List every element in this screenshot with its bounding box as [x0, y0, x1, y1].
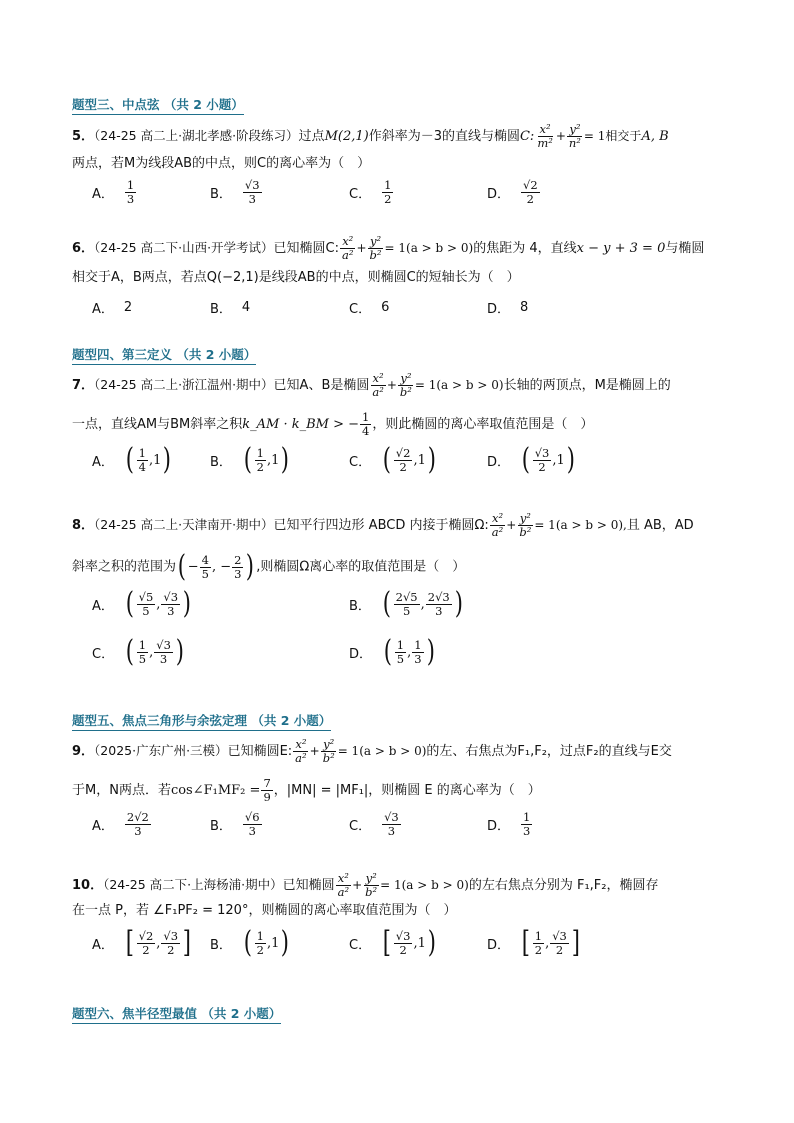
option-d[interactable]: D． 8	[487, 299, 529, 317]
section-heading: 题型六、焦半径型最值 （共 2 小题）	[72, 1004, 281, 1024]
question-text: 已知平行四边形 ABCD 内接于椭圆Ω:	[273, 518, 489, 533]
fraction: $\frac{\text{x²}}{\text{a²}}$	[337, 871, 350, 899]
option-d[interactable]: D． [ $\frac{1}{2}$ , $\frac{√3}{2}$ ]	[487, 925, 580, 960]
question-9-line-2: 于M，N两点．若cos∠F₁MF₂ = $\frac{7}{9}$ ，|MN| = |MF₁|，则椭圆 E 的离心率为（ ）	[72, 776, 541, 804]
question-6-line-1: 6．（24-25 高二下·山西·开学考试）已知椭圆C: $\frac{\text{x²}}{\text{a²}}$ + $\frac{\text{y²}}{\text{b²}}$ = 1(a > b > 0)的焦距为 4，直线x − y + 3 = 0与椭圆	[72, 234, 705, 262]
question-5-line-2: 两点，若M为线段AB的中点，则C的离心率为（ ）	[72, 156, 371, 171]
option-a[interactable]: A． ( $\frac{√5}{5}$ , $\frac{√3}{3}$ )	[92, 586, 192, 621]
question-text: 于M，N两点．若	[72, 783, 171, 798]
question-text: 已知椭圆C:	[273, 241, 340, 256]
fraction: $\frac{\text{x²}}{\text{a²}}$	[342, 234, 354, 262]
question-text: ,则椭圆Ω离心率的取值范围是（ ）	[256, 559, 466, 575]
question-text: 已知椭圆E:	[227, 744, 293, 759]
fraction: $\frac{1}{4}$	[362, 410, 370, 438]
option-b[interactable]: B． $\frac{√3}{3}$	[210, 177, 260, 206]
question-10-line-1: 10．（24-25 高二下·上海杨浦·期中）已知椭圆 $\frac{\text{x²}}{\text{a²}}$ + $\frac{\text{y²}}{\text{b²}}$ = 1(a > b > 0)的左右焦点分别为 F₁,F₂，椭圆存	[72, 871, 659, 899]
question-6-line-2: 相交于A，B两点，若点Q(−2,1)是线段AB的中点，则椭圆C的短轴长为（ ）	[72, 270, 520, 285]
math-condition: = 1(a > b > 0),	[534, 518, 627, 532]
section-heading: 题型三、中点弦 （共 2 小题）	[72, 95, 244, 115]
question-number: 9．	[72, 744, 95, 759]
option-a[interactable]: A． 2	[92, 299, 133, 317]
option-d[interactable]: D． $\frac{√2}{2}$	[487, 177, 538, 206]
option-d[interactable]: D． ( $\frac{√3}{2}$ , 1 )	[487, 442, 575, 477]
fraction: $\frac{\text{y²}}{\text{b²}}$	[365, 871, 378, 899]
option-c[interactable]: C． [ $\frac{√3}{2}$ , 1 )	[349, 925, 436, 960]
option-b[interactable]: B． ( $\frac{2√5}{5}$ , $\frac{2√3}{3}$ )	[349, 586, 463, 621]
math-slope-product: k_AM · k_BM > −	[242, 417, 360, 432]
fraction: $\frac{\text{y²}}{\text{n²}}$	[568, 122, 581, 150]
fraction: $\frac{\text{x²}}{\text{m²}}$	[537, 122, 553, 150]
question-text: 已知A、B是椭圆	[273, 378, 370, 393]
fraction: $\frac{\text{y²}}{\text{b²}}$	[369, 234, 382, 262]
option-c[interactable]: C． ( $\frac{1}{5}$ , $\frac{√3}{3}$ )	[92, 634, 184, 669]
option-c[interactable]: C． $\frac{√3}{3}$	[349, 809, 399, 838]
question-8-line-1: 8．（24-25 高二上·天津南开·期中）已知平行四边形 ABCD 内接于椭圆Ω: $\frac{\text{x²}}{\text{a²}}$ + $\frac{\text{y²}}{\text{b²}}$ = 1(a > b > 0),且 AB，AD	[72, 511, 694, 539]
question-source: （24-25 高二上·天津南开·期中）	[94, 517, 274, 532]
question-text: ，则此椭圆的离心率取值范围是（ ）	[372, 417, 594, 432]
section-heading: 题型四、第三定义 （共 2 小题）	[72, 345, 256, 365]
fraction: $\frac{\text{y²}}{\text{b²}}$	[519, 511, 532, 539]
math-ellipse-name: C:	[519, 129, 535, 144]
question-number: 5．	[72, 129, 95, 144]
question-9-line-1: 9．（2025·广东广州·三模）已知椭圆E: $\frac{\text{x²}}{\text{a²}}$ + $\frac{\text{y²}}{\text{b²}}$ = 1(a > b > 0)的左、右焦点为F₁,F₂，过点F₂的直线与E交	[72, 737, 672, 765]
option-a[interactable]: A． ( $\frac{1}{4}$ , 1 )	[92, 442, 172, 477]
question-source: （2025·广东广州·三模）	[94, 743, 228, 758]
question-text: 过点	[298, 129, 325, 144]
option-c[interactable]: C． $\frac{1}{2}$	[349, 177, 392, 206]
math-condition: = 1(a > b > 0)	[384, 241, 474, 255]
question-text: 的左、右焦点为F₁,F₂，过点F₂的直线与E交	[426, 744, 672, 759]
option-b[interactable]: B． $\frac{√6}{3}$	[210, 809, 260, 838]
fraction: $\frac{\text{y²}}{\text{b²}}$	[322, 737, 335, 765]
math-line-equation: x − y + 3 = 0	[576, 241, 666, 256]
option-b[interactable]: B． 4	[210, 299, 251, 317]
question-text: 的焦距为 4，直线	[473, 241, 577, 256]
math-cosine: cos∠F₁MF₂ =	[170, 783, 261, 798]
option-b[interactable]: B． ( $\frac{1}{2}$ , 1 )	[210, 442, 290, 477]
question-number: 6．	[72, 241, 95, 256]
question-number: 7．	[72, 378, 95, 393]
question-text: 与椭圆	[665, 241, 705, 256]
question-number: 10．	[72, 878, 104, 893]
option-c[interactable]: C． ( $\frac{√2}{2}$ , 1 )	[349, 442, 436, 477]
question-source: （24-25 高二下·上海杨浦·期中）	[103, 877, 283, 892]
option-c[interactable]: C． 6	[349, 299, 390, 317]
question-5-line-1: 5．（24-25 高二上·湖北孝感·阶段练习）过点M(2,1)作斜率为－3的直线与椭圆C: $\frac{\text{x²}}{\text{m²}}$ + $\frac{\text{y²}}{\text{n²}}$ = 1相交于A, B	[72, 122, 669, 150]
fraction: $\frac{\text{x²}}{\text{a²}}$	[295, 737, 307, 765]
question-text: 的左右焦点分别为 F₁,F₂，椭圆存	[468, 878, 659, 893]
option-a[interactable]: A． $\frac{1}{3}$	[92, 177, 135, 206]
question-7-line-2	[72, 411, 593, 438]
question-8-line-2: 斜率之积的范围为( − $\frac{4}{5}$ , − $\frac{2}{3}$ ) ,则椭圆Ω离心率的取值范围是（ ）	[72, 549, 466, 584]
section-heading: 题型五、焦点三角形与余弦定理 （共 2 小题）	[72, 711, 331, 731]
question-text: 一点，直线AM与BM斜率之积	[72, 417, 243, 432]
math-points: A, B	[641, 129, 669, 144]
question-number: 8．	[72, 518, 95, 533]
option-b[interactable]: B． ( $\frac{1}{2}$ , 1 )	[210, 925, 290, 960]
question-7-line-1: 7．（24-25 高二上·浙江温州·期中）已知A、B是椭圆 $\frac{\text{x²}}{\text{a²}}$ + $\frac{\text{y²}}{\text{b²}}$ = 1(a > b > 0)长轴的两顶点，M是椭圆上的	[72, 371, 671, 399]
math-point: M(2,1)	[324, 129, 369, 144]
option-d[interactable]: D． ( $\frac{1}{5}$ , $\frac{1}{3}$ )	[349, 634, 435, 669]
question-text: 长轴的两顶点，M是椭圆上的	[503, 378, 671, 393]
question-text: 作斜率为－3的直线与椭圆	[368, 129, 520, 144]
math-condition: = 1(a > b > 0)	[414, 378, 504, 392]
fraction: $\frac{\text{x²}}{\text{a²}}$	[491, 511, 504, 539]
question-text: 斜率之积的范围为	[72, 559, 177, 575]
option-a[interactable]: A． $\frac{2√2}{3}$	[92, 809, 149, 838]
math-condition: = 1(a > b > 0)	[380, 878, 469, 892]
option-a[interactable]: A． [ $\frac{√2}{2}$ , $\frac{√3}{2}$ ]	[92, 925, 192, 960]
question-source: （24-25 高二上·湖北孝感·阶段练习）	[94, 128, 299, 143]
math-eq: = 1相交于	[583, 129, 642, 143]
fraction: $\frac{\text{y²}}{\text{b²}}$	[399, 371, 412, 399]
question-text: ，|MN| = |MF₁|，则椭圆 E 的离心率为（ ）	[273, 783, 541, 798]
option-d[interactable]: D． $\frac{1}{3}$	[487, 809, 531, 838]
math-condition: = 1(a > b > 0)	[337, 744, 427, 758]
question-text: 且 AB，AD	[626, 518, 694, 533]
question-text: 已知椭圆	[282, 878, 335, 893]
question-source: （24-25 高二上·浙江温州·期中）	[94, 377, 274, 392]
fraction: $\frac{\text{x²}}{\text{a²}}$	[372, 371, 384, 399]
question-source: （24-25 高二下·山西·开学考试）	[94, 240, 274, 255]
question-10-line-2: 在一点 P，若 ∠F₁PF₂ = 120°，则椭圆的离心率取值范围为（ ）	[72, 903, 457, 918]
